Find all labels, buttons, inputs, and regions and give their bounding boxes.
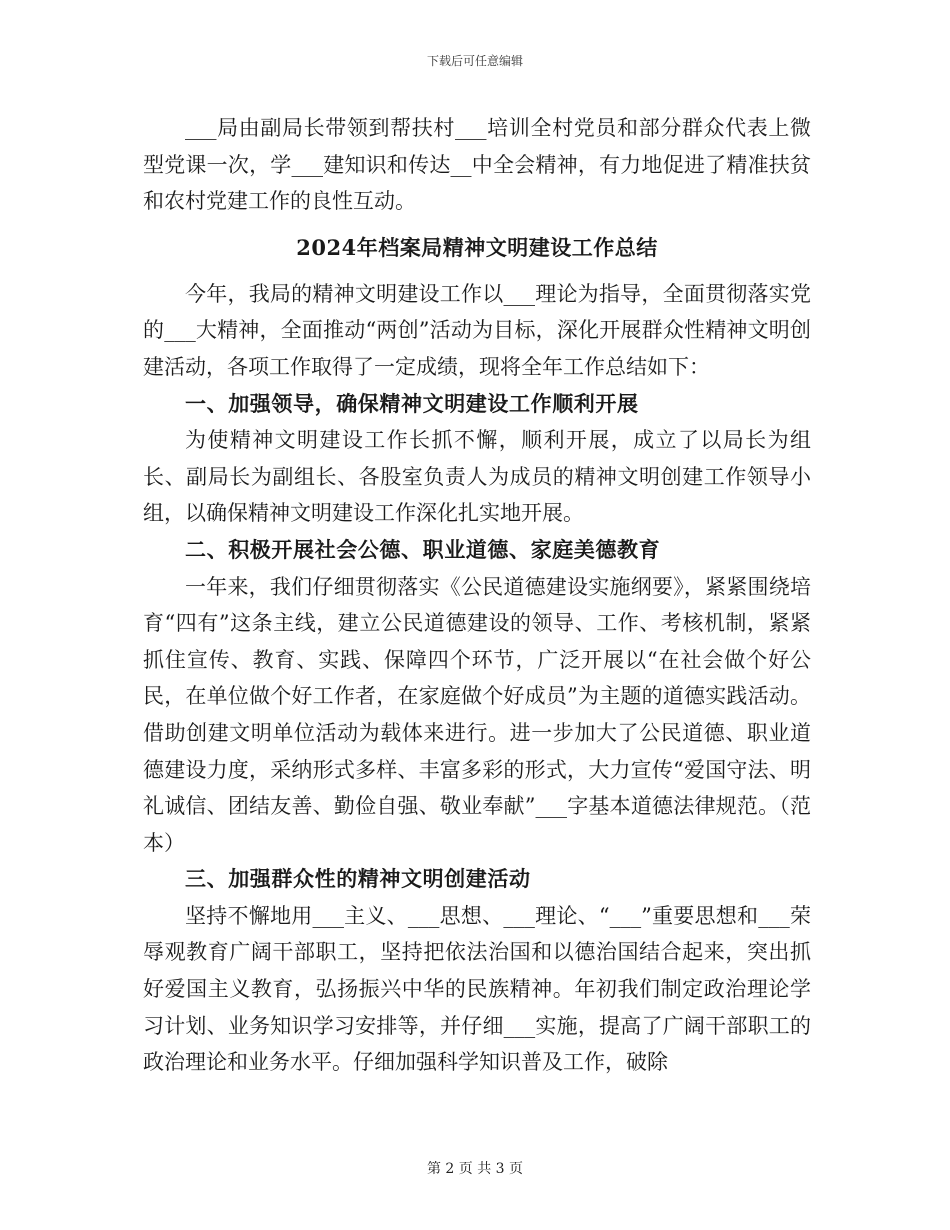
section-3-heading: 三、加强群众性的精神文明创建活动 bbox=[185, 866, 531, 892]
page-header: 下载后可任意编辑 bbox=[426, 54, 523, 68]
section-2-heading: 二、积极开展社会公德、职业道德、家庭美德教育 bbox=[185, 536, 661, 562]
intro-paragraph: ___局由副局长带领到帮扶村___培训全村党员和部分群众代表上微型党课一次，学___建知识和传达__中全会精神，有力地促进了精准扶贫和农村党建工作的良性互动。 bbox=[143, 116, 811, 214]
page-number-footer: 第 2 页 共 3 页 bbox=[426, 1161, 524, 1177]
section-3-paragraph: 坚持不懈地用___主义、___思想、___理论、“___”重要思想和___荣辱观教育广阔干部职工，坚持把依法治国和以德治国结合起来，突出抓好爱国主义教育，弘扬振兴中华的民族精神。年初我们制定政治理论学习计划、业务知识学习安排等，并仔细___实施，提高了广阔干部职工的政治理论和业务水平。仔细加强科学知识普及工作，破除 bbox=[143, 903, 811, 1075]
section-1-heading: 一、加强领导，确保精神文明建设工作顺利开展 bbox=[185, 390, 639, 416]
opening-paragraph: 今年，我局的精神文明建设工作以___理论为指导，全面贯彻落实党的___大精神，全面推动“两创”活动为目标，深化开展群众性精神文明创建活动，各项工作取得了一定成绩，现将全年工作总结如下： bbox=[143, 281, 811, 379]
section-2-paragraph: 一年来，我们仔细贯彻落实《公民道德建设实施纲要》，紧紧围绕培育“四有”这条主线，建立公民道德建设的领导、工作、考核机制，紧紧抓住宣传、教育、实践、保障四个环节，广泛开展以“在社会做个好公民，在单位做个好工作者，在家庭做个好成员”为主题的道德实践活动。借助创建文明单位活动为载体来进行。进一步加大了公民道德、职业道德建设力度，采纳形式多样、丰富多彩的形式，大力宣传“爱国守法、明礼诚信、团结友善、勤俭自强、敬业奉献”___字基本道德法律规范。（范本） bbox=[143, 574, 811, 855]
document-title: 2024年档案局精神文明建设工作总结 bbox=[296, 234, 658, 260]
section-1-paragraph: 为使精神文明建设工作长抓不懈，顺利开展，成立了以局长为组长、副局长为副组长、各股室负责人为成员的精神文明创建工作领导小组，以确保精神文明建设工作深化扎实地开展。 bbox=[143, 428, 811, 526]
document-body bbox=[143, 110, 811, 1081]
